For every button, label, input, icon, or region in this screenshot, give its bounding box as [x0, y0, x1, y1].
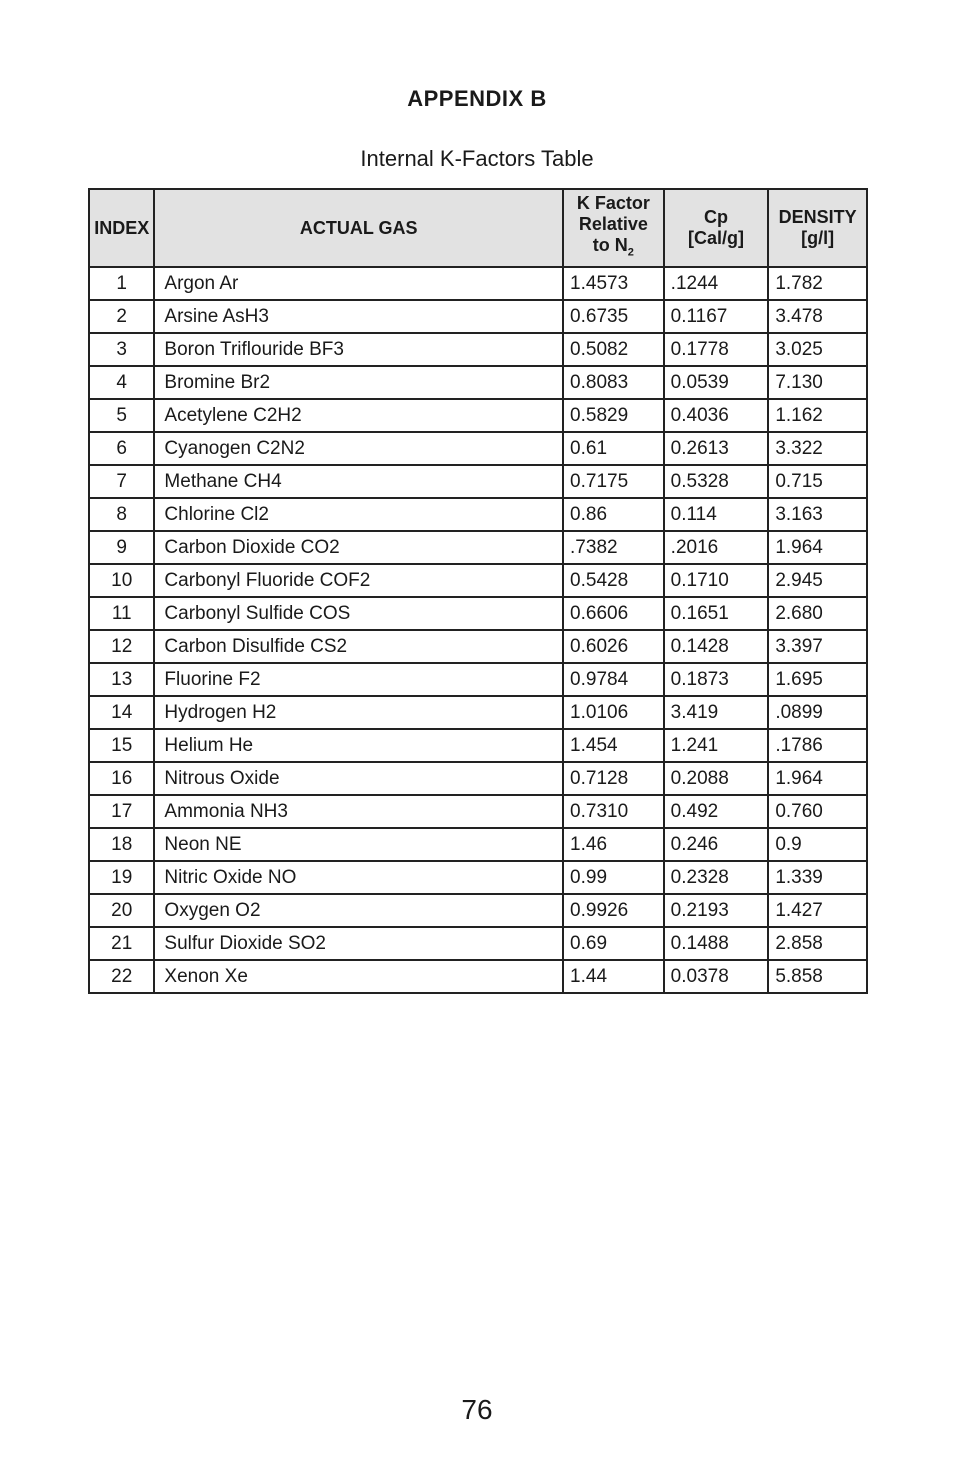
cell-k-factor: 1.46 [563, 828, 664, 861]
cell-index: 10 [89, 564, 154, 597]
cell-index: 7 [89, 465, 154, 498]
cell-index: 18 [89, 828, 154, 861]
cell-actual-gas: Ammonia NH3 [154, 795, 563, 828]
table-row [89, 597, 867, 630]
cell-cp: 0.1167 [664, 300, 769, 333]
table-title: Internal K-Factors Table [360, 146, 594, 171]
cell-cp: 0.0378 [664, 960, 769, 993]
cell-density: 3.163 [768, 498, 867, 531]
cell-density: 3.397 [768, 630, 867, 663]
cell-k-factor: 0.5829 [563, 399, 664, 432]
cell-cp: 0.1873 [664, 663, 769, 696]
table-row [89, 366, 867, 399]
header-cp [664, 189, 769, 267]
cell-density: 2.680 [768, 597, 867, 630]
header-k-line2: Relative [578, 213, 648, 234]
cell-cp: 0.1651 [664, 597, 769, 630]
cell-k-factor: 0.5082 [563, 333, 664, 366]
cell-actual-gas: Nitrous Oxide [154, 762, 563, 795]
header-index: INDEX [89, 189, 154, 267]
header-cp-line2: [Cal/g] [688, 228, 744, 248]
cell-index: 16 [89, 762, 154, 795]
page-number: 76 [461, 1394, 493, 1425]
header-k-factor [563, 189, 664, 267]
table-row [89, 531, 867, 564]
table-row [89, 465, 867, 498]
cell-k-factor: 0.61 [563, 432, 664, 465]
cell-density: 1.162 [768, 399, 867, 432]
cell-k-factor: 0.99 [563, 861, 664, 894]
table-row [89, 762, 867, 795]
cell-density: 1.782 [768, 267, 867, 300]
cell-k-factor: 0.7310 [563, 795, 664, 828]
cell-actual-gas: Methane CH4 [154, 465, 563, 498]
cell-cp: 0.246 [664, 828, 769, 861]
cell-index: 11 [89, 597, 154, 630]
cell-actual-gas: Carbonyl Sulfide COS [154, 597, 563, 630]
header-k-subscript: 2 [627, 246, 634, 259]
header-cp-line1: Cp [704, 207, 728, 227]
cell-index: 1 [89, 267, 154, 300]
table-row [89, 498, 867, 531]
cell-actual-gas: Acetylene C2H2 [154, 399, 563, 432]
cell-actual-gas: Chlorine Cl2 [154, 498, 563, 531]
table-row [89, 729, 867, 762]
cell-cp: 0.2613 [664, 432, 769, 465]
cell-actual-gas: Helium He [154, 729, 563, 762]
k-factors-table [88, 188, 868, 994]
cell-k-factor: 0.7128 [563, 762, 664, 795]
cell-index: 22 [89, 960, 154, 993]
cell-actual-gas: Boron Triflouride BF3 [154, 333, 563, 366]
cell-index: 15 [89, 729, 154, 762]
cell-actual-gas: Carbonyl Fluoride COF2 [154, 564, 563, 597]
cell-cp: 0.2088 [664, 762, 769, 795]
cell-k-factor: 0.9926 [563, 894, 664, 927]
cell-index: 21 [89, 927, 154, 960]
cell-index: 4 [89, 366, 154, 399]
cell-actual-gas: Carbon Dioxide CO2 [154, 531, 563, 564]
header-actual-gas: ACTUAL GAS [154, 189, 563, 267]
cell-cp: 3.419 [664, 696, 769, 729]
cell-cp: 0.1710 [664, 564, 769, 597]
cell-density: 1.427 [768, 894, 867, 927]
cell-index: 8 [89, 498, 154, 531]
cell-k-factor: 1.454 [563, 729, 664, 762]
cell-index: 3 [89, 333, 154, 366]
cell-density: 0.715 [768, 465, 867, 498]
appendix-title: APPENDIX B [407, 86, 547, 111]
cell-index: 5 [89, 399, 154, 432]
cell-actual-gas: Sulfur Dioxide SO2 [154, 927, 563, 960]
cell-k-factor: 0.5428 [563, 564, 664, 597]
table-body [89, 267, 867, 993]
header-density-line2: [g/l] [801, 228, 835, 248]
table-row [89, 300, 867, 333]
table-row [89, 432, 867, 465]
table-row [89, 927, 867, 960]
table-row [89, 630, 867, 663]
cell-cp: 0.1778 [664, 333, 769, 366]
cell-actual-gas: Arsine AsH3 [154, 300, 563, 333]
table-row [89, 399, 867, 432]
table-row [89, 861, 867, 894]
cell-density: 3.322 [768, 432, 867, 465]
cell-cp: 0.1428 [664, 630, 769, 663]
cell-cp: 0.2328 [664, 861, 769, 894]
cell-cp: 0.5328 [664, 465, 769, 498]
cell-index: 19 [89, 861, 154, 894]
cell-density: 0.760 [768, 795, 867, 828]
cell-index: 14 [89, 696, 154, 729]
table-row [89, 894, 867, 927]
cell-cp: 0.0539 [664, 366, 769, 399]
cell-actual-gas: Oxygen O2 [154, 894, 563, 927]
cell-k-factor: 1.0106 [563, 696, 664, 729]
cell-k-factor: 0.8083 [563, 366, 664, 399]
cell-density: 2.858 [768, 927, 867, 960]
cell-k-factor: 0.6026 [563, 630, 664, 663]
cell-index: 12 [89, 630, 154, 663]
cell-actual-gas: Carbon Disulfide CS2 [154, 630, 563, 663]
cell-density: 1.964 [768, 531, 867, 564]
cell-actual-gas: Xenon Xe [154, 960, 563, 993]
table-row [89, 795, 867, 828]
table-row [89, 267, 867, 300]
cell-cp: .1244 [664, 267, 769, 300]
table-row [89, 333, 867, 366]
cell-index: 20 [89, 894, 154, 927]
cell-k-factor: 1.4573 [563, 267, 664, 300]
cell-cp: 1.241 [664, 729, 769, 762]
cell-cp: 0.4036 [664, 399, 769, 432]
cell-density: 2.945 [768, 564, 867, 597]
cell-k-factor: 0.9784 [563, 663, 664, 696]
cell-k-factor: 1.44 [563, 960, 664, 993]
header-density-line1: DENSITY [778, 207, 857, 227]
table-row [89, 663, 867, 696]
cell-k-factor: 0.6735 [563, 300, 664, 333]
cell-index: 17 [89, 795, 154, 828]
table-row [89, 564, 867, 597]
cell-k-factor: 0.69 [563, 927, 664, 960]
cell-cp: 0.2193 [664, 894, 769, 927]
cell-density: 0.9 [768, 828, 867, 861]
cell-density: 1.695 [768, 663, 867, 696]
cell-density: 1.339 [768, 861, 867, 894]
table-row [89, 696, 867, 729]
cell-cp: .2016 [664, 531, 769, 564]
cell-index: 2 [89, 300, 154, 333]
cell-actual-gas: Bromine Br2 [154, 366, 563, 399]
cell-k-factor: 0.86 [563, 498, 664, 531]
cell-actual-gas: Nitric Oxide NO [154, 861, 563, 894]
cell-density: .1786 [768, 729, 867, 762]
cell-index: 9 [89, 531, 154, 564]
cell-actual-gas: Argon Ar [154, 267, 563, 300]
cell-density: 1.964 [768, 762, 867, 795]
cell-cp: 0.1488 [664, 927, 769, 960]
cell-density: 7.130 [768, 366, 867, 399]
table-header-row [89, 189, 867, 267]
cell-k-factor: .7382 [563, 531, 664, 564]
cell-index: 6 [89, 432, 154, 465]
cell-cp: 0.114 [664, 498, 769, 531]
cell-actual-gas: Fluorine F2 [154, 663, 563, 696]
cell-density: 3.025 [768, 333, 867, 366]
cell-actual-gas: Hydrogen H2 [154, 696, 563, 729]
cell-cp: 0.492 [664, 795, 769, 828]
cell-density: 3.478 [768, 300, 867, 333]
table-row [89, 828, 867, 861]
header-density [768, 189, 867, 267]
table-row [89, 960, 867, 993]
cell-index: 13 [89, 663, 154, 696]
cell-density: 5.858 [768, 960, 867, 993]
cell-k-factor: 0.7175 [563, 465, 664, 498]
header-k-line1: K Factor [576, 192, 650, 213]
cell-actual-gas: Cyanogen C2N2 [154, 432, 563, 465]
cell-density: .0899 [768, 696, 867, 729]
header-k-line3: to N [592, 234, 628, 255]
cell-actual-gas: Neon NE [154, 828, 563, 861]
cell-k-factor: 0.6606 [563, 597, 664, 630]
